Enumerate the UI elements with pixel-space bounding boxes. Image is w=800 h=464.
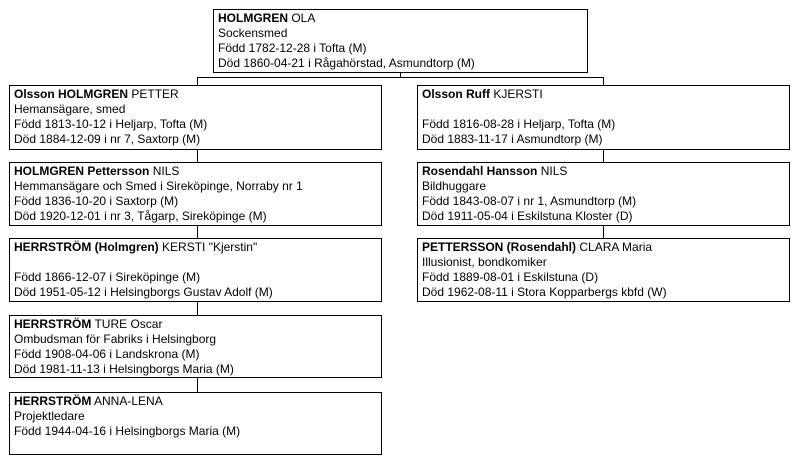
- given-name: KERSTI "Kjerstin": [162, 240, 258, 254]
- death-info: Död 1981-11-13 i Helsingborgs Maria (M): [14, 362, 234, 376]
- occupation: Bildhuggare: [422, 179, 487, 193]
- surname: HOLMGREN Pettersson: [14, 164, 150, 178]
- death-info: Död 1951-05-12 i Helsingborgs Gustav Adolf (M): [14, 285, 273, 299]
- connector-left-3: [197, 302, 198, 315]
- given-name: ANNA-LENA: [94, 394, 163, 408]
- occupation: Hemmansägare och Smed i Sireköpinge, Norraby nr 1: [14, 179, 303, 193]
- occupation: Sockensmed: [218, 26, 288, 40]
- given-name: CLARA Maria: [579, 240, 653, 254]
- birth-info: Född 1782-12-28 i Tofta (M): [218, 41, 367, 55]
- surname: PETTERSSON (Rosendahl): [422, 240, 577, 254]
- occupation: [422, 102, 785, 117]
- surname: Olsson HOLMGREN: [14, 87, 129, 101]
- birth-info: Född 1889-08-01 i Eskilstuna (D): [422, 270, 599, 284]
- birth-info: Född 1908-04-06 i Landskrona (M): [14, 347, 200, 361]
- death-info: Död 1962-08-11 i Stora Kopparbergs kbfd (W): [422, 285, 667, 299]
- name-line: [14, 87, 377, 102]
- occupation: [14, 255, 377, 270]
- name-line: [14, 240, 377, 255]
- person-box-ture-herrstrom[interactable]: [9, 315, 382, 378]
- connector-left-2: [197, 226, 198, 238]
- occupation: Ombudsman för Fabriks i Helsingborg: [14, 332, 217, 346]
- name-line: [14, 394, 377, 409]
- surname: Olsson Ruff: [422, 87, 490, 101]
- surname: HERRSTRÖM: [14, 394, 92, 408]
- person-box-petter-holmgren[interactable]: [9, 85, 382, 150]
- person-box-kersti-herrstrom[interactable]: [9, 238, 382, 302]
- name-line: [218, 11, 583, 26]
- occupation: Illusionist, bondkomiker: [422, 255, 547, 269]
- surname: HOLMGREN: [218, 11, 288, 25]
- occupation: Hemansägare, smed: [14, 102, 126, 116]
- surname: HERRSTRÖM: [14, 317, 92, 331]
- death-info: Död 1920-12-01 i nr 3, Tågarp, Sireköpinge (M): [14, 209, 267, 223]
- connector-left-1: [197, 150, 198, 162]
- connector-right-1: [603, 150, 604, 162]
- death-info: Död 1860-04-21 i Rågahörstad, Asmundtorp (M): [218, 56, 475, 70]
- connector-right-2: [603, 226, 604, 238]
- person-box-nils-rosendahl-hansson[interactable]: [417, 162, 790, 226]
- connector-left-4: [197, 378, 198, 392]
- connector-kjersti-up: [603, 77, 604, 85]
- death-info: Död 1911-05-04 i Eskilstuna Kloster (D): [422, 209, 633, 223]
- connector-children-bar: [197, 77, 604, 78]
- person-box-nils-holmgren-pettersson[interactable]: [9, 162, 382, 226]
- person-box-anna-lena-herrstrom[interactable]: [9, 392, 382, 455]
- death-info: Död 1884-12-09 i nr 7, Saxtorp (M): [14, 132, 201, 146]
- occupation: Projektledare: [14, 409, 85, 423]
- given-name: KJERSTI: [493, 87, 543, 101]
- name-line: [422, 164, 785, 179]
- given-name: TURE Oscar: [94, 317, 163, 331]
- birth-info: Född 1813-10-12 i Heljarp, Tofta (M): [14, 117, 208, 131]
- death-info: [14, 439, 377, 454]
- birth-info: Född 1944-04-16 i Helsingborgs Maria (M): [14, 424, 241, 438]
- given-name: OLA: [291, 11, 316, 25]
- birth-info: Född 1836-10-20 i Saxtorp (M): [14, 194, 179, 208]
- given-name: NILS: [540, 164, 568, 178]
- name-line: [422, 240, 785, 255]
- given-name: PETTER: [131, 87, 179, 101]
- connector-petter-up: [197, 77, 198, 85]
- birth-info: Född 1816-08-28 i Heljarp, Tofta (M): [422, 117, 616, 131]
- birth-info: Född 1843-08-07 i nr 1, Asmundtorp (M): [422, 194, 637, 208]
- person-box-kjersti-ruff[interactable]: [417, 85, 790, 150]
- name-line: [422, 87, 785, 102]
- name-line: [14, 317, 377, 332]
- birth-info: Född 1866-12-07 i Sireköpinge (M): [14, 270, 201, 284]
- death-info: Död 1883-11-17 i Asmundtorp (M): [422, 132, 603, 146]
- name-line: [14, 164, 377, 179]
- surname: Rosendahl Hansson: [422, 164, 538, 178]
- person-box-clara-pettersson[interactable]: [417, 238, 790, 302]
- given-name: NILS: [152, 164, 180, 178]
- person-box-ola-holmgren[interactable]: [213, 9, 588, 73]
- surname: HERRSTRÖM (Holmgren): [14, 240, 159, 254]
